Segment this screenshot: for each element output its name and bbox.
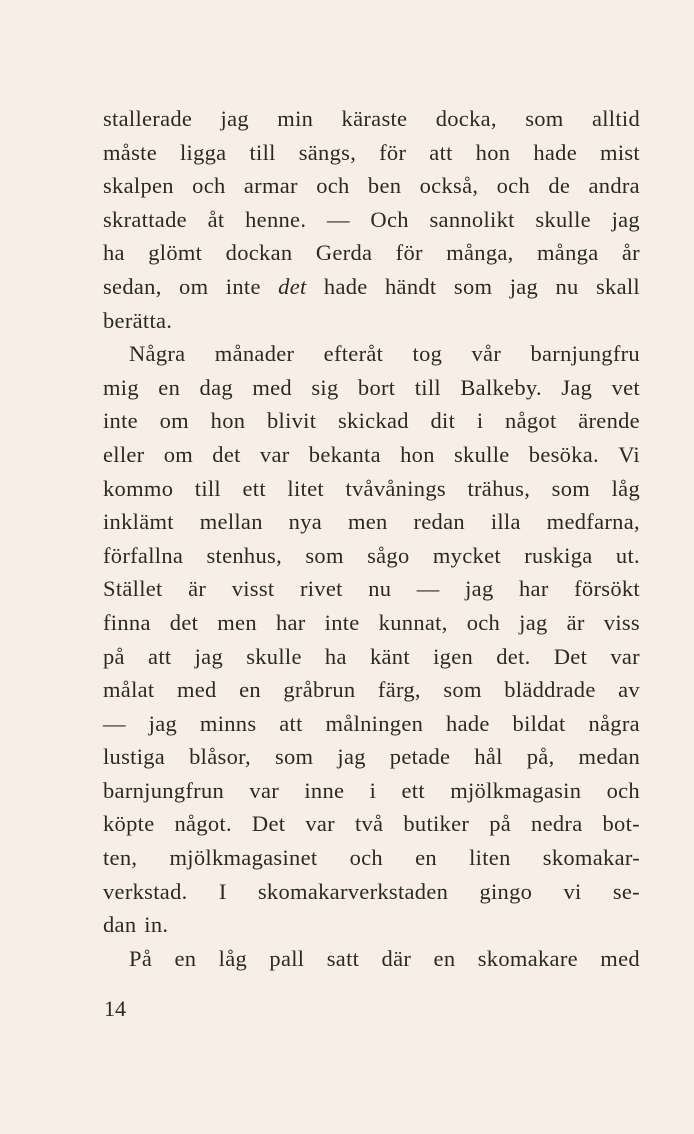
word: lustiga <box>103 744 166 770</box>
word: det. <box>496 643 531 669</box>
text-line <box>103 203 640 237</box>
word: skulle <box>246 643 302 669</box>
word: det <box>212 441 241 467</box>
word: medan <box>578 744 640 770</box>
text-line <box>103 371 640 405</box>
word: mycket <box>432 542 501 568</box>
word: vår <box>471 341 502 367</box>
word: dockan <box>225 240 293 266</box>
word: som <box>305 542 344 568</box>
word: i <box>369 777 377 803</box>
word: jag <box>337 744 366 770</box>
word: låg <box>218 945 248 971</box>
word: var <box>249 777 280 803</box>
word: hade <box>323 273 368 299</box>
word: var <box>305 811 335 837</box>
word: färg, <box>377 677 421 703</box>
word: dit <box>430 408 456 434</box>
word: satt <box>326 945 360 971</box>
word: bläddrade <box>504 677 596 703</box>
word: henne. <box>245 206 307 232</box>
word: att <box>279 710 303 736</box>
word: för <box>395 240 423 266</box>
word: finna <box>103 609 151 635</box>
word: dan <box>103 912 137 938</box>
word: inklämt <box>103 509 174 535</box>
word: barnjungfrun <box>103 777 225 803</box>
word: mellan <box>199 509 263 535</box>
word: inte <box>324 609 360 635</box>
word: ett <box>401 777 425 803</box>
word: år <box>621 240 640 266</box>
text-line <box>103 774 640 808</box>
word: hade <box>533 139 578 165</box>
text-line <box>103 841 640 875</box>
word: blåsor, <box>189 744 251 770</box>
word: sig <box>311 374 339 400</box>
text-line <box>103 908 640 942</box>
word: ha <box>324 643 347 669</box>
word: bekanta <box>308 441 381 467</box>
text-line <box>103 337 640 371</box>
word: dag <box>199 374 233 400</box>
word: minns <box>199 710 257 736</box>
word: Stället <box>103 576 163 602</box>
word: försökt <box>574 576 640 602</box>
text-line <box>103 572 640 606</box>
text-line <box>103 673 640 707</box>
word: sängs, <box>298 139 357 165</box>
word: — <box>326 206 350 232</box>
word: kunnat, <box>378 609 448 635</box>
word: min <box>277 106 314 131</box>
word: många, <box>446 240 514 266</box>
word: på <box>103 643 125 669</box>
word: barnjungfru <box>530 341 640 367</box>
word: jag <box>194 643 223 669</box>
word: inne <box>304 777 345 803</box>
word: eller <box>103 441 145 467</box>
word: skickad <box>337 408 409 434</box>
text-line <box>103 169 640 203</box>
word: ärende <box>578 408 640 434</box>
word: förfallna <box>103 542 184 568</box>
word: hade <box>446 710 490 736</box>
word: jag <box>509 273 539 299</box>
word: på <box>489 811 512 837</box>
word: sågo <box>367 542 410 568</box>
text-line <box>103 640 640 674</box>
word: en <box>415 845 437 871</box>
text-line <box>103 236 640 270</box>
word: en <box>158 374 181 400</box>
word: målningen <box>325 710 424 736</box>
word: på, <box>526 744 555 770</box>
word: nu <box>368 576 392 602</box>
word: och <box>192 173 226 199</box>
word: köpte <box>103 811 155 837</box>
word: — <box>103 710 126 736</box>
word: ten, <box>103 845 138 871</box>
word: inte <box>103 408 138 434</box>
text-line <box>103 807 640 841</box>
word: de <box>548 173 571 199</box>
text-line <box>103 707 640 741</box>
word: petade <box>389 744 451 770</box>
word: i <box>476 408 484 434</box>
page-number: 14 <box>104 996 126 1021</box>
word: några <box>588 710 640 736</box>
text-line <box>103 270 640 304</box>
word: känt <box>369 643 410 669</box>
text-line <box>103 102 640 136</box>
word: mjölkmagasinet <box>169 845 318 871</box>
word: sannolikt <box>429 206 515 232</box>
word: också, <box>419 173 479 199</box>
word: en <box>174 945 197 971</box>
word: mjölkmagasin <box>450 777 582 803</box>
word: — <box>416 576 440 602</box>
word: andra <box>588 173 640 199</box>
word: skall <box>595 273 640 299</box>
word: där <box>381 945 412 971</box>
word: om <box>159 408 189 434</box>
word: trähus, <box>467 475 531 501</box>
word: jag <box>465 576 494 602</box>
word: butiker <box>403 811 470 837</box>
text-line <box>103 136 640 170</box>
word: det <box>169 609 199 635</box>
word: gråbrun <box>283 677 356 703</box>
word: redan <box>413 509 465 535</box>
word: Och <box>370 206 409 232</box>
word: något <box>505 408 557 434</box>
word: och <box>606 777 640 803</box>
word: alltid <box>591 106 640 131</box>
word: hon <box>210 408 246 434</box>
word: ut. <box>615 542 640 568</box>
word: målat <box>103 677 155 703</box>
word: glömt <box>148 240 203 266</box>
word: tog <box>412 341 443 367</box>
word: armar <box>243 173 298 199</box>
word: skulle <box>453 441 510 467</box>
word: måste <box>103 139 157 165</box>
word: skomakarverkstaden <box>257 878 449 904</box>
word: Några <box>129 341 186 367</box>
word: hon <box>400 441 435 467</box>
word: jag <box>220 106 249 131</box>
word: en <box>239 677 261 703</box>
word: Det <box>553 643 588 669</box>
word: som <box>443 677 482 703</box>
word: sedan, <box>103 273 162 299</box>
word: och <box>496 173 530 199</box>
word: pall <box>269 945 305 971</box>
word: om <box>163 441 194 467</box>
text-line <box>103 740 640 774</box>
text-line <box>103 404 640 438</box>
word: och <box>466 609 501 635</box>
text-line <box>103 539 640 573</box>
word: till <box>194 475 221 501</box>
word: inte <box>225 273 261 299</box>
word: Det <box>251 811 286 837</box>
word: har <box>519 576 549 602</box>
word: käraste <box>341 106 408 131</box>
word: att <box>429 139 453 165</box>
word: låg <box>611 475 640 501</box>
word: tvåvånings <box>345 475 446 501</box>
word: jag <box>148 710 178 736</box>
word: ben <box>367 173 402 199</box>
word: två <box>354 811 384 837</box>
word: igen <box>433 643 474 669</box>
word: efteråt <box>323 341 384 367</box>
word: I <box>218 878 227 904</box>
word: månader <box>214 341 295 367</box>
word: mist <box>600 139 640 165</box>
word: av <box>618 677 640 703</box>
word: blivit <box>266 408 317 434</box>
word: vet <box>611 374 640 400</box>
word: verkstad. <box>103 878 188 904</box>
word: visst <box>231 576 275 602</box>
word: skrattade <box>103 206 187 232</box>
word: nya <box>288 509 323 535</box>
word: bot- <box>602 811 640 837</box>
text-line <box>103 304 640 338</box>
word: besöka. <box>528 441 599 467</box>
word: litet <box>287 475 324 501</box>
word: händt <box>385 273 437 299</box>
word: åt <box>207 206 225 232</box>
word: liten <box>469 845 511 871</box>
word: skulle <box>535 206 591 232</box>
word: Jag <box>561 374 593 400</box>
text-line <box>103 438 640 472</box>
word: viss <box>603 609 640 635</box>
word: se- <box>612 878 640 904</box>
word: ett <box>242 475 266 501</box>
word: var <box>259 441 290 467</box>
word: medfarna, <box>546 509 640 535</box>
word: mig <box>103 374 139 400</box>
word: hål <box>474 744 503 770</box>
word: skomakar- <box>542 845 640 871</box>
word: in. <box>144 912 169 938</box>
word: som <box>525 106 564 131</box>
word: rivet <box>299 576 343 602</box>
word: Vi <box>618 441 640 467</box>
word: vi <box>563 878 582 904</box>
word: ha <box>103 240 125 266</box>
text-line <box>103 875 640 909</box>
text-line <box>103 505 640 539</box>
word: stenhus, <box>206 542 283 568</box>
word: berätta. <box>103 307 173 333</box>
word: att <box>148 643 172 669</box>
word: Gerda <box>315 240 373 266</box>
word: med <box>176 677 217 703</box>
word: stallerade <box>103 106 193 131</box>
word: det <box>278 273 307 299</box>
word: och <box>349 845 383 871</box>
text-line <box>103 606 640 640</box>
word: var <box>610 643 640 669</box>
text-line <box>103 942 640 976</box>
text-line <box>103 472 640 506</box>
word: som <box>551 475 591 501</box>
word: en <box>433 945 456 971</box>
word: är <box>566 609 585 635</box>
word: men <box>217 609 257 635</box>
word: som <box>453 273 493 299</box>
word: illa <box>490 509 521 535</box>
word: har <box>275 609 306 635</box>
word: docka, <box>435 106 497 131</box>
word: gingo <box>479 878 533 904</box>
word: som <box>274 744 314 770</box>
word: jag <box>611 206 640 232</box>
body-text <box>103 102 640 975</box>
word: kommo <box>103 475 174 501</box>
word: och <box>316 173 350 199</box>
word: men <box>347 509 388 535</box>
word: nu <box>555 273 579 299</box>
word: är <box>188 576 207 602</box>
word: jag <box>519 609 548 635</box>
word: hon <box>475 139 511 165</box>
word: skomakare <box>477 945 578 971</box>
word: ruskiga <box>524 542 593 568</box>
word: till <box>249 139 276 165</box>
word: nedra <box>531 811 583 837</box>
word: På <box>129 945 153 971</box>
word: bort <box>357 374 396 400</box>
word: med <box>600 945 640 971</box>
word: skalpen <box>103 173 174 199</box>
word: Balkeby. <box>460 374 542 400</box>
word: många <box>537 240 599 266</box>
word: något. <box>174 811 232 837</box>
word: med <box>252 374 292 400</box>
word: om <box>179 273 209 299</box>
word: bildat <box>512 710 566 736</box>
word: för <box>379 139 407 165</box>
word: ligga <box>179 139 227 165</box>
word: till <box>414 374 441 400</box>
